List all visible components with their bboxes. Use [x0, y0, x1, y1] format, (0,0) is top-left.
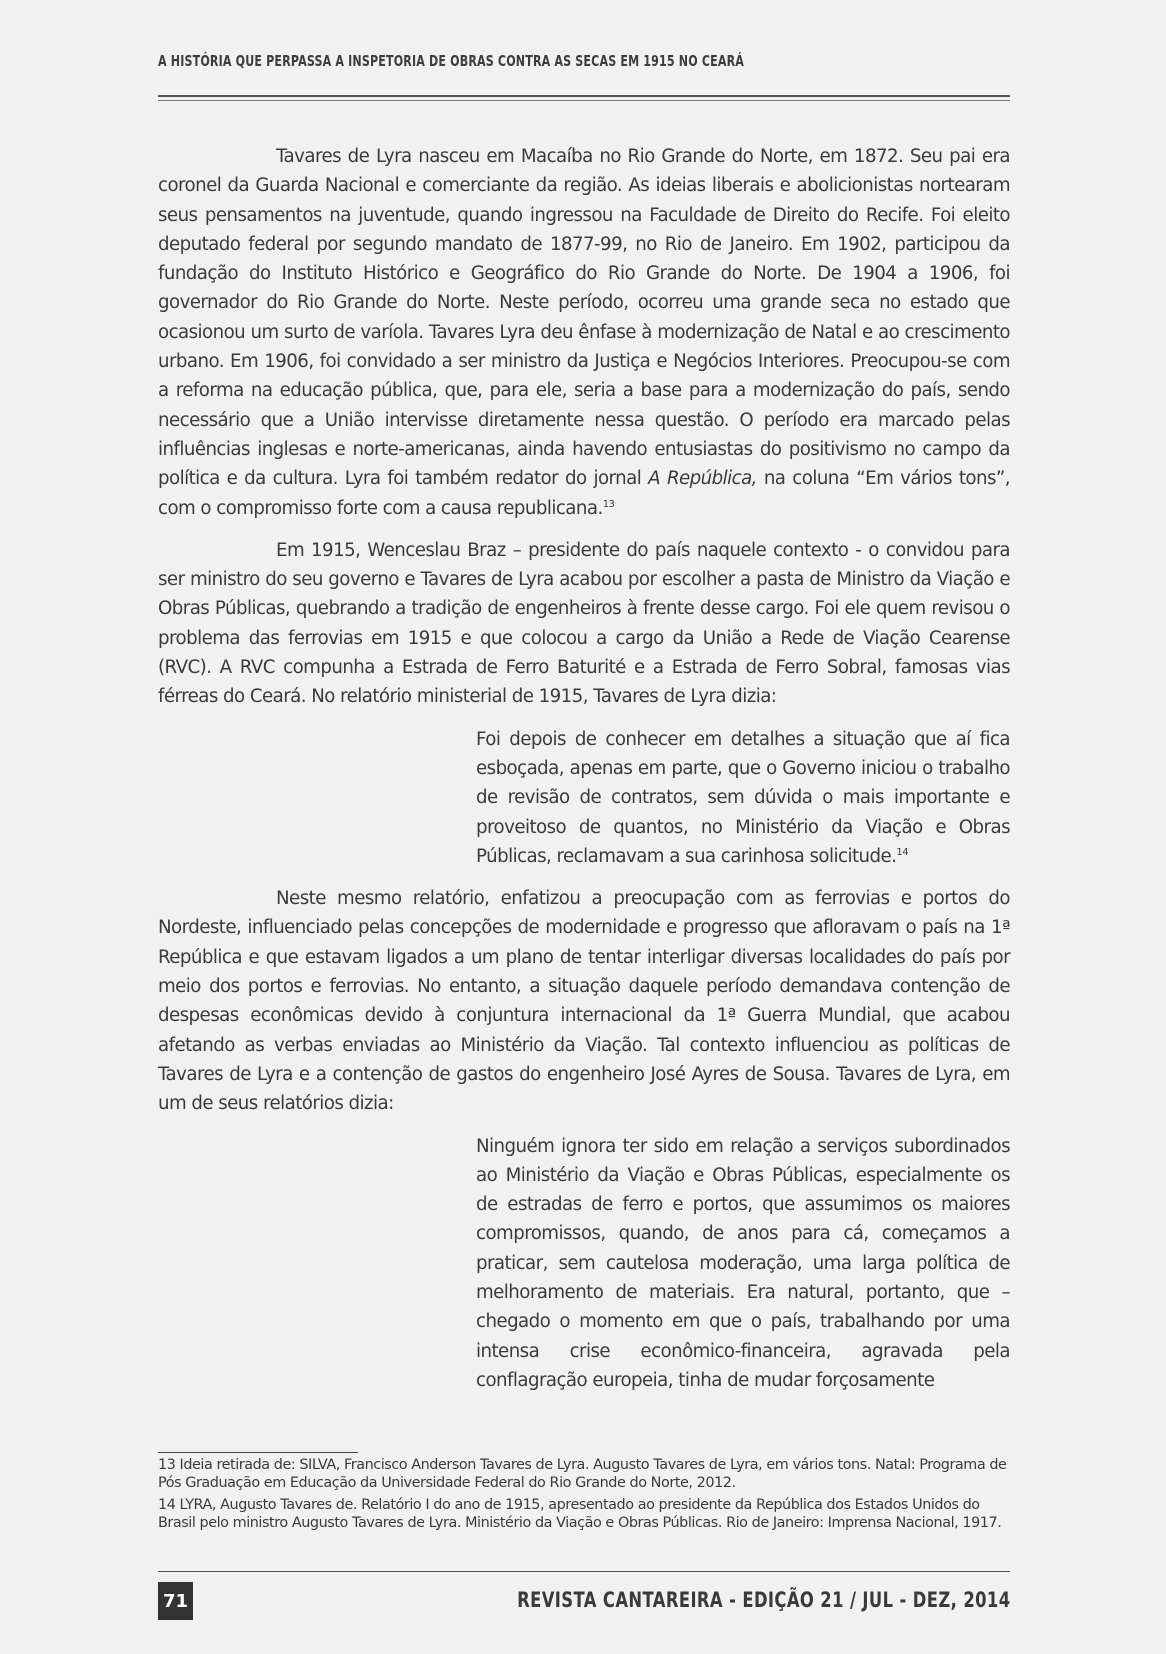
footnote-ref-14[interactable]: 14: [896, 846, 909, 858]
footnote-rule: [158, 1452, 358, 1453]
block-quote-2: Ninguém ignora ter sido em relação a serviços subordinados ao Ministério da Viação e Obras Públicas, especialmente os de estradas de ferro e portos, que assumimos os maiores compromissos, quando, de anos para cá, começamos a praticar, sem cautelosa moderação, uma larga política de melhoramento de materiais. Era natural, portanto, que – chegado o momento em que o país, trabalhando por uma intensa crise econômico-financeira, agravada pela conflagração europeia, tinha de mudar forçosamente: [476, 1135, 1010, 1391]
journal-footer: REVISTA CANTAREIRA - EDIÇÃO 21 / JUL - DEZ, 2014: [516, 1588, 1010, 1612]
paragraph-3: Neste mesmo relatório, enfatizou a preocupação com as ferrovias e portos do Nordeste, influenciado pelas concepções de modernidade e progresso que afloravam o país na 1ª República e que estavam ligados a um plano de tentar interligar diversas localidades do país por meio dos portos e ferrovias. No entanto, a situação daquele período demandava contenção de despesas econômicas devido à conjuntura internacional da 1ª Guerra Mundial, que acabou afetando as verbas enviadas ao Ministério da Viação. Tal contexto influenciou as políticas de Tavares de Lyra e a contenção de gastos do engenheiro José Ayres de Sousa. Tavares de Lyra, em um de seus relatórios dizia:: [158, 888, 1010, 1115]
header-rule-thin: [158, 100, 1010, 101]
paragraph-1-end: na coluna “Em vários tons”, com o compromisso forte com a causa republicana.: [158, 468, 1010, 519]
block-quote-1: [476, 725, 1010, 871]
article-body: [158, 142, 1010, 1408]
paragraph-1-text: Tavares de Lyra nasceu em Macaíba no Rio Grande do Norte, em 1872. Seu pai era coronel da Guarda Nacional e comerciante da região. As ideias liberais e abolicionistas nortearam seus pensamentos na juventude, quando ingressou na Faculdade de Direito do Recife. Foi eleito deputado federal por segundo mandato de 1877-99, no Rio de Janeiro. Em 1902, participou da fundação do Instituto Histórico e Geográfico do Rio Grande do Norte. De 1904 a 1906, foi governador do Rio Grande do Norte. Neste período, ocorreu uma grande seca no estado que ocasionou um surto de varíola. Tavares Lyra deu ênfase à modernização de Natal e ao crescimento urbano. Em 1906, foi convidado a ser ministro da Justiça e Negócios Interiores. Preocupou-se com a reforma na educação pública, que, para ele, seria a base para a modernização do país, sendo necessário que a União intervisse diretamente nessa questão. O período era marcado pelas influências inglesas e norte-americanas, ainda havendo entusiastas do positivismo no campo da política e da cultura. Lyra foi também redator do jornal: [158, 146, 1010, 490]
paragraph-2: Em 1915, Wenceslau Braz – presidente do país naquele contexto - o convidou para ser ministro do seu governo e Tavares de Lyra acabou por escolher a pasta de Ministro da Viação e Obras Públicas, quebrando a tradição de engenheiros à frente desse cargo. Foi ele quem revisou o problema das ferrovias em 1915 e que colocou a cargo da União a Rede de Viação Cearense (RVC). A RVC compunha a Estrada de Ferro Baturité e a Estrada de Ferro Sobral, famosas vias férreas do Ceará. No relatório ministerial de 1915, Tavares de Lyra dizia:: [158, 539, 1010, 708]
header-rule: [158, 95, 1010, 97]
footnote-13: 13 Ideia retirada de: SILVA, Francisco Anderson Tavares de Lyra. Augusto Tavares de Lyra, em vários tons. Natal: Programa de Pós Graduação em Educação da Universidade Federal do Rio Grande do Norte, 2012.: [158, 1457, 1007, 1491]
newspaper-title: A República,: [648, 468, 757, 490]
footnotes: [158, 1457, 1010, 1537]
footer-rule: [158, 1571, 1010, 1572]
footnote-ref-13[interactable]: 13: [602, 498, 615, 510]
block-quote-1-text: Foi depois de conhecer em detalhes a situação que aí fica esboçada, apenas em parte, que o Governo iniciou o trabalho de revisão de contratos, sem dúvida o mais importante e proveitoso de quantos, no Ministério da Viação e Obras Públicas, reclamavam a sua carinhosa solicitude.: [476, 728, 1010, 867]
paragraph-1: [158, 142, 1010, 523]
running-header: A HISTÓRIA QUE PERPASSA A INSPETORIA DE OBRAS CONTRA AS SECAS EM 1915 NO CEARÁ: [158, 52, 745, 70]
footnote-14: 14 LYRA, Augusto Tavares de. Relatório I do ano de 1915, apresentado ao presidente da República dos Estados Unidos do Brasil pelo ministro Augusto Tavares de Lyra. Ministério da Viação e Obras Públicas. Rio de Janeiro: Imprensa Nacional, 1917.: [158, 1497, 1002, 1531]
page-number: 71: [158, 1582, 193, 1620]
